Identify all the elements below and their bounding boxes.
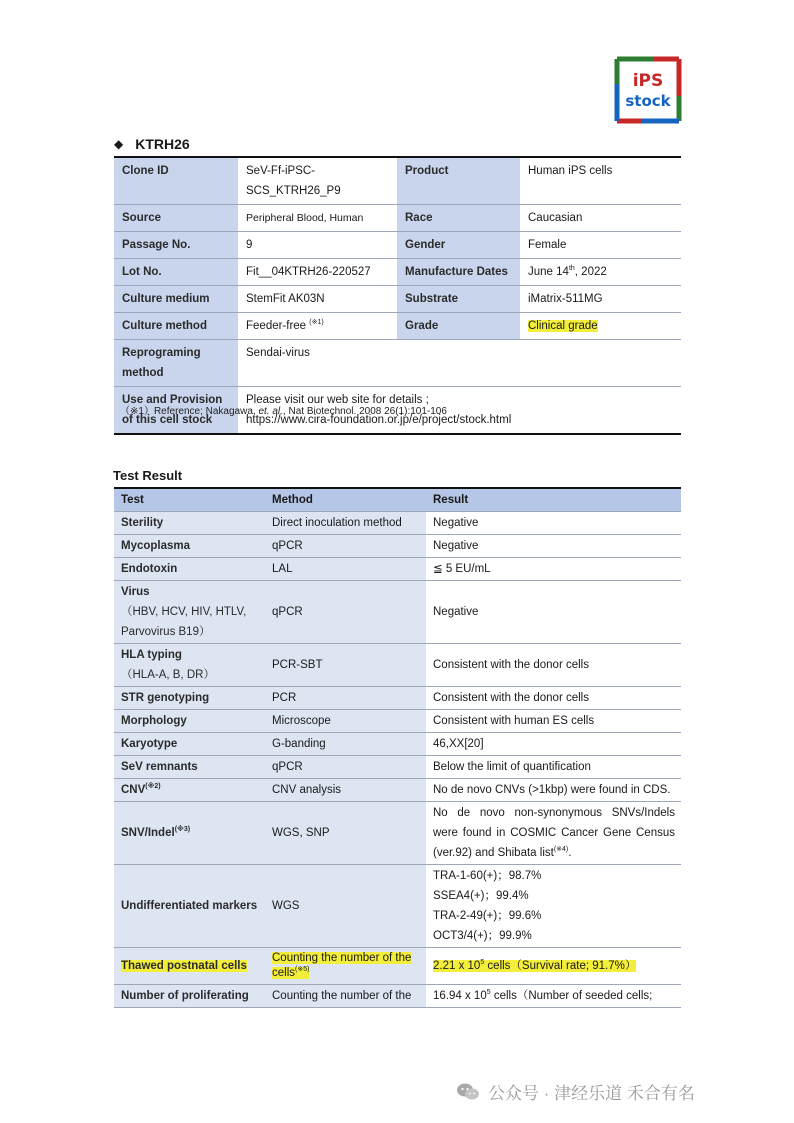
table-row [114, 779, 681, 802]
label-passage: Passage No. [114, 232, 238, 259]
test-method: Direct inoculation method [265, 512, 426, 535]
snv-result-end: . [568, 847, 572, 859]
test-result: Negative [426, 581, 681, 644]
table-row [114, 865, 681, 948]
footnote-ref-1: (※1) [309, 319, 324, 327]
label-source: Source [114, 205, 238, 232]
test-name-main: CNV [121, 784, 146, 796]
label-substrate: Substrate [397, 286, 520, 313]
footnote-ref-2: (※2) [145, 783, 161, 791]
test-method: LAL [265, 558, 426, 581]
value-culture-method [238, 313, 397, 340]
test-method: Microscope [265, 710, 426, 733]
test-name: Endotoxin [114, 558, 265, 581]
test-method: WGS [265, 865, 426, 948]
test-name: Mycoplasma [114, 535, 265, 558]
value-passage: 9 [238, 232, 397, 259]
test-name [114, 644, 265, 687]
test-method: Counting the number of the [265, 985, 426, 1008]
header-result: Result [426, 488, 681, 512]
test-result-table [114, 487, 681, 1008]
clone-title: KTRH26 [135, 136, 190, 152]
wechat-icon [456, 1082, 480, 1102]
clone-info-table [114, 156, 681, 435]
table-row [114, 733, 681, 756]
footnote-ref-4: (※4) [553, 846, 569, 854]
table-row [114, 157, 681, 205]
date-ordinal: th [568, 265, 575, 273]
label-product: Product [397, 157, 520, 205]
footnote-pre: （※1）Reference; Nakagawa, [120, 406, 259, 417]
logo-text-stock: stock [625, 92, 671, 110]
result-text: 2.21 x 10 [433, 960, 481, 972]
logo-text-ips: iPS [632, 71, 664, 91]
table-row [114, 313, 681, 340]
test-result: No de novo CNVs (>1kbp) were found in CDS. [426, 779, 681, 802]
label-culture-method: Culture method [114, 313, 238, 340]
table-row [114, 644, 681, 687]
table-row [114, 948, 681, 985]
test-name [114, 779, 265, 802]
method-text: Counting the number of the cells [272, 952, 412, 979]
test-method: PCR [265, 687, 426, 710]
table-row [114, 205, 681, 232]
result-text: 16.94 x 10 [433, 990, 487, 1002]
label-grade: Grade [397, 313, 520, 340]
label-lot-no: Lot No. [114, 259, 238, 286]
label-race: Race [397, 205, 520, 232]
value-reprograming-method: Sendai-virus [238, 340, 681, 387]
label-gender: Gender [397, 232, 520, 259]
table-row [114, 756, 681, 779]
table-row [114, 687, 681, 710]
test-name-sub: （HLA-A, B, DR） [121, 669, 215, 681]
label-reprograming-method: Reprograming method [114, 340, 238, 387]
value-manufacture-dates [520, 259, 681, 286]
table-row [114, 512, 681, 535]
marker-line: OCT3/4(+)；99.9% [433, 930, 532, 942]
wechat-watermark [456, 1079, 695, 1104]
test-result: Consistent with the donor cells [426, 644, 681, 687]
result-highlight [433, 960, 636, 972]
reference-footnote [120, 402, 447, 417]
test-name-main: SNV/Indel [121, 827, 175, 839]
test-result [426, 948, 681, 985]
ips-stock-logo [614, 56, 682, 124]
marker-line: TRA-1-60(+)；98.7% [433, 870, 542, 882]
test-method: qPCR [265, 756, 426, 779]
table-row [114, 286, 681, 313]
test-result: ≦ 5 EU/mL [426, 558, 681, 581]
marker-line: SSEA4(+)；99.4% [433, 890, 529, 902]
test-result [426, 985, 681, 1008]
table-row [114, 259, 681, 286]
test-name: Sterility [114, 512, 265, 535]
test-method: qPCR [265, 581, 426, 644]
test-name [114, 802, 265, 865]
test-result: 46,XX[20] [426, 733, 681, 756]
result-text-post: cells（Survival rate; 91.7%） [484, 960, 637, 972]
test-name: Number of proliferating [114, 985, 265, 1008]
thawed-highlight: Thawed postnatal cells [121, 960, 247, 972]
test-name: Undifferentiated markers [114, 865, 265, 948]
test-name [114, 581, 265, 644]
test-result [426, 865, 681, 948]
provision-url-link[interactable]: https://www.cira-foundation.or.jp/e/project/stock.html [246, 414, 512, 426]
table-row [114, 340, 681, 387]
result-text-post: cells（Number of seeded cells; [490, 990, 653, 1002]
test-name-sub: （HBV, HCV, HIV, HTLV, [121, 606, 247, 618]
value-culture-medium: StemFit AK03N [238, 286, 397, 313]
header-test: Test [114, 488, 265, 512]
test-method: CNV analysis [265, 779, 426, 802]
test-result: Below the limit of quantification [426, 756, 681, 779]
test-name: Morphology [114, 710, 265, 733]
table-row [114, 710, 681, 733]
table-row [114, 581, 681, 644]
test-method [265, 948, 426, 985]
value-clone-id: SeV-Ff-iPSC-SCS_KTRH26_P9 [238, 157, 397, 205]
value-gender: Female [520, 232, 681, 259]
test-name [114, 948, 265, 985]
value-source: Peripheral Blood, Human [238, 205, 397, 232]
test-result: Negative [426, 512, 681, 535]
test-method: PCR-SBT [265, 644, 426, 687]
test-method: G-banding [265, 733, 426, 756]
watermark-text: 公众号 · 津经乐道 禾合有名 [488, 1084, 695, 1103]
snv-result-text: No de novo non-synonymous SNVs/Indels were found in COSMIC Cancer Gene Census (ver.92) and Shibata list [433, 807, 675, 859]
label-culture-medium: Culture medium [114, 286, 238, 313]
test-method: WGS, SNP [265, 802, 426, 865]
grade-highlight: Clinical grade [528, 320, 598, 332]
table-row [114, 535, 681, 558]
result-exponent: 5 [480, 959, 485, 967]
culture-method-text: Feeder-free [246, 320, 307, 332]
footnote-post: , Nat Biotechnol. 2008 26(1):101-106 [282, 406, 447, 417]
value-race: Caucasian [520, 205, 681, 232]
test-result [426, 802, 681, 865]
label-use-provision: Use and Provision of this cell stock [114, 387, 238, 435]
value-product: Human iPS cells [520, 157, 681, 205]
section-heading [114, 136, 190, 152]
value-substrate: iMatrix-511MG [520, 286, 681, 313]
test-result-title: Test Result [113, 468, 183, 483]
test-name-sub: Parvovirus B19） [121, 626, 211, 638]
label-manufacture-dates: Manufacture Dates [397, 259, 520, 286]
table-row [114, 802, 681, 865]
test-name: STR genotyping [114, 687, 265, 710]
test-name-main: Virus [121, 586, 150, 598]
test-name-main: HLA typing [121, 649, 182, 661]
marker-line: TRA-2-49(+)；99.6% [433, 910, 542, 922]
method-highlight [272, 952, 411, 979]
header-method: Method [265, 488, 426, 512]
footnote-italic: et. al. [258, 406, 283, 417]
test-name: Karyotype [114, 733, 265, 756]
table-row [114, 232, 681, 259]
test-result: Negative [426, 535, 681, 558]
table-row [114, 985, 681, 1008]
provision-text: Please visit our web site for details ; [246, 394, 429, 406]
test-name: SeV remnants [114, 756, 265, 779]
footnote-ref-3: (※3) [174, 826, 191, 834]
date-year: , 2022 [574, 266, 607, 278]
test-result: Consistent with human ES cells [426, 710, 681, 733]
value-grade [520, 313, 681, 340]
date-main: June 14 [528, 266, 569, 278]
result-exponent: 5 [486, 989, 491, 997]
footnote-ref-5: (※5) [295, 966, 310, 974]
test-result: Consistent with the donor cells [426, 687, 681, 710]
label-clone-id: Clone ID [114, 157, 238, 205]
diamond-bullet-icon: ◆ [114, 137, 124, 151]
value-lot-no: Fit__04KTRH26-220527 [238, 259, 397, 286]
table-row [114, 558, 681, 581]
test-method: qPCR [265, 535, 426, 558]
table-header-row [114, 488, 681, 512]
